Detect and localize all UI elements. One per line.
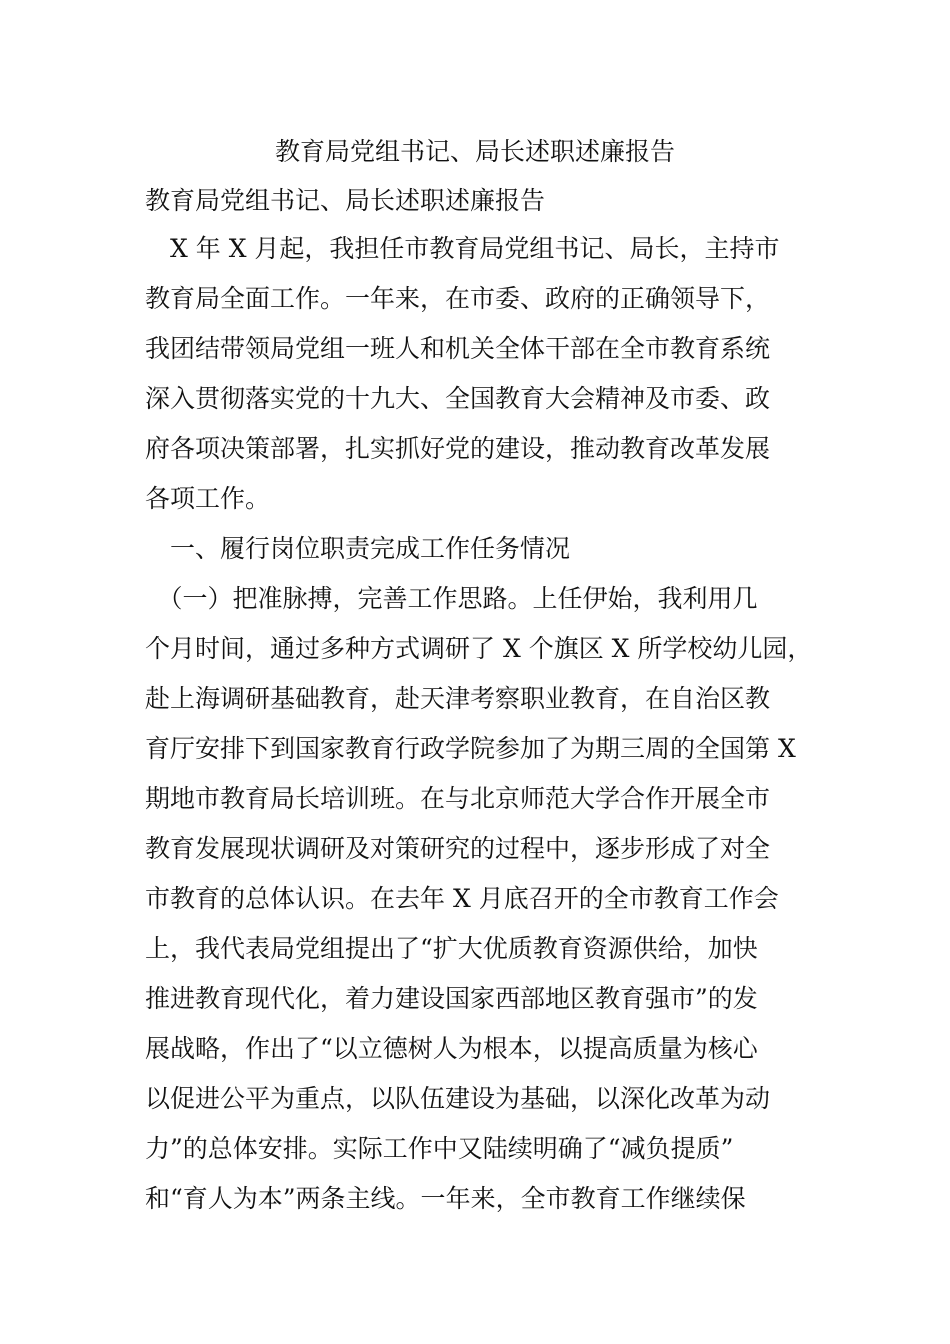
body-line: 府各项决策部署，扎实抓好党的建设，推动教育改革发展 (145, 434, 771, 463)
body-line: 推进教育现代化，着力建设国家西部地区教育强市”的发 (145, 984, 758, 1013)
body-line: 教育局全面工作。一年来，在市委、政府的正确领导下， (145, 284, 771, 313)
body-line: 育厅安排下到国家教育行政学院参加了为期三周的全国第 X (145, 734, 796, 763)
document-title: 教育局党组书记、局长述职述廉报告 (274, 137, 675, 166)
body-line: 各项工作。 (145, 484, 271, 513)
body-line: 以促进公平为重点，以队伍建设为基础，以深化改革为动 (145, 1084, 771, 1113)
body-line: 市教育的总体认识。在去年 X 月底召开的全市教育工作会 (145, 884, 779, 913)
body-line: （一）把准脉搏，完善工作思路。上任伊始，我利用几 (145, 584, 758, 613)
body-line: 我团结带领局党组一班人和机关全体干部在全市教育系统 (145, 334, 771, 363)
document-heading: 教育局党组书记、局长述职述廉报告 (145, 186, 546, 215)
body-line: 和“育人为本”两条主线。一年来，全市教育工作继续保 (145, 1184, 746, 1213)
body-line: 深入贯彻落实党的十九大、全国教育大会精神及市委、政 (145, 384, 771, 413)
body-line: 期地市教育局长培训班。在与北京师范大学合作开展全市 (145, 784, 771, 813)
body-line: 教育发展现状调研及对策研究的过程中，逐步形成了对全 (145, 834, 771, 863)
body-line: X 年 X 月起，我担任市教育局党组书记、局长，主持市 (145, 234, 780, 263)
body-line: 上，我代表局党组提出了“扩大优质教育资源供给，加快 (145, 934, 758, 963)
section-heading: 一、履行岗位职责完成工作任务情况 (145, 534, 571, 563)
body-line: 赴上海调研基础教育，赴天津考察职业教育，在自治区教 (145, 684, 771, 713)
body-line: 力”的总体安排。实际工作中又陆续明确了“减负提质” (145, 1134, 734, 1163)
body-line: 个月时间，通过多种方式调研了 X 个旗区 X 所学校幼儿园， (145, 634, 813, 663)
body-line: 展战略，作出了“以立德树人为根本，以提高质量为核心 (145, 1034, 758, 1063)
